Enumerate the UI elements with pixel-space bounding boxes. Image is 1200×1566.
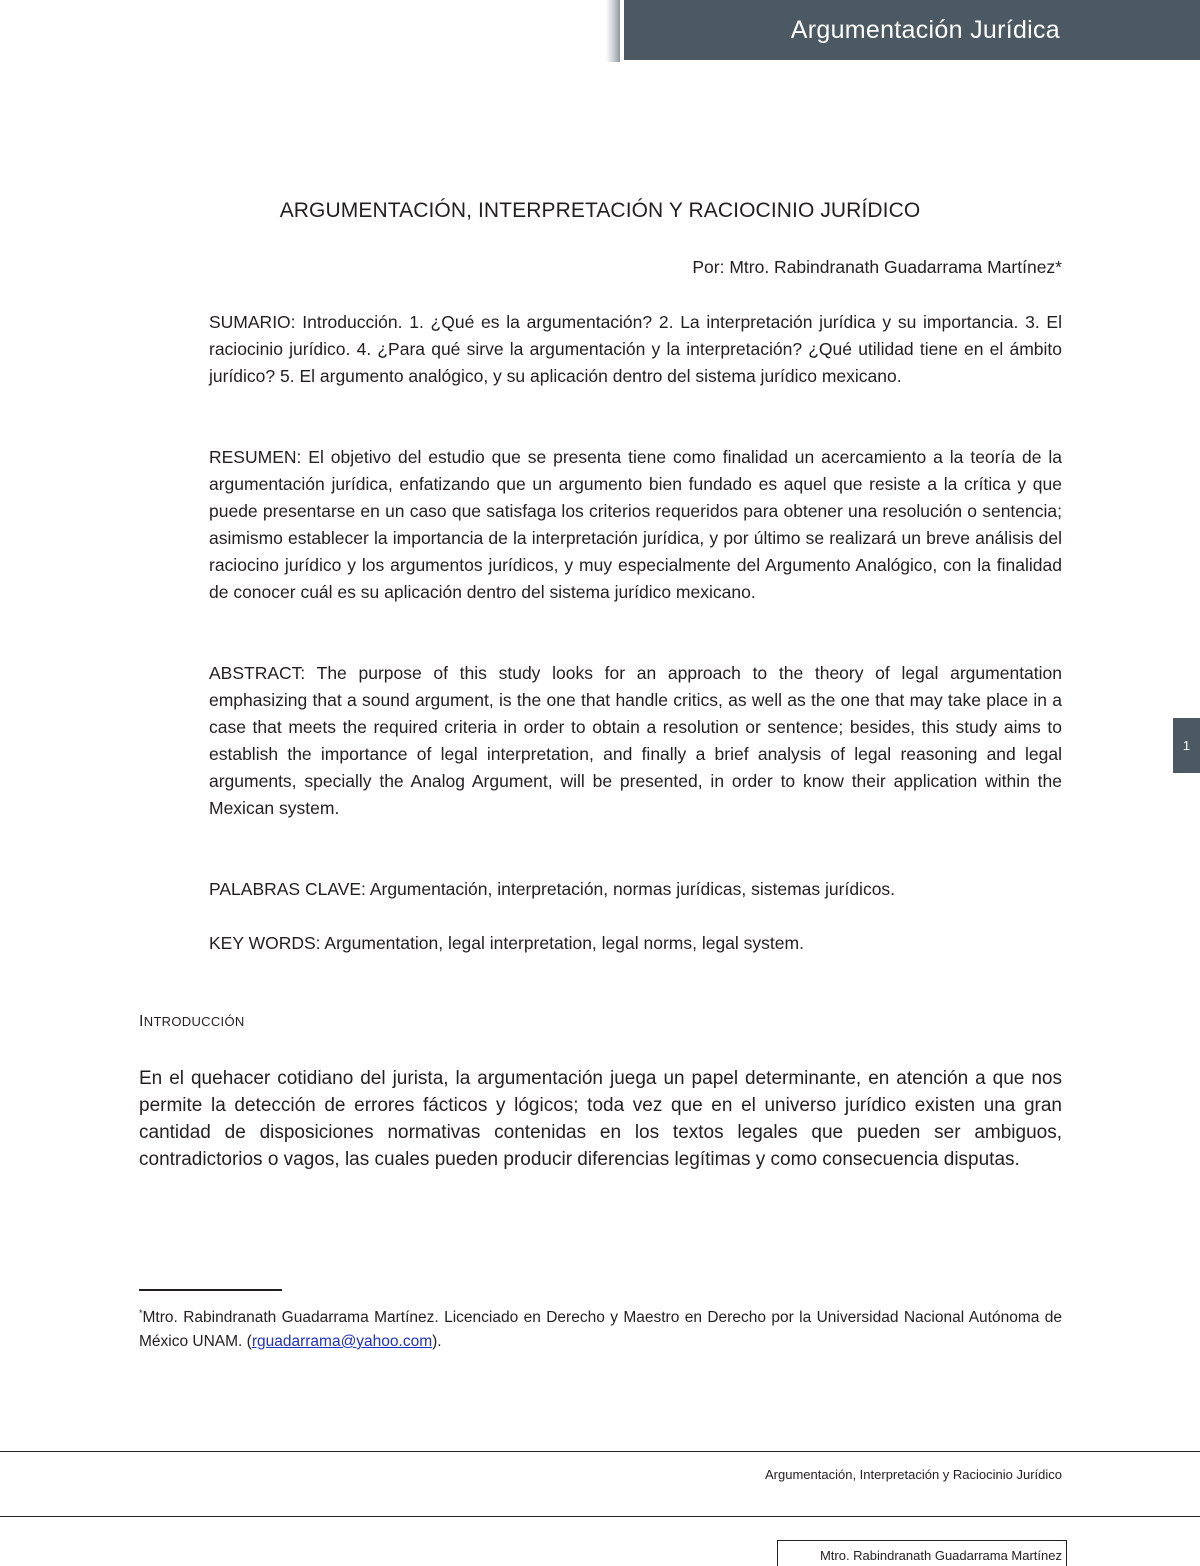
author-email-link[interactable]: rguadarrama@yahoo.com (251, 1333, 433, 1350)
footnote-divider (139, 1289, 282, 1291)
sumario-paragraph: SUMARIO: Introducción. 1. ¿Qué es la argumentación? 2. La interpretación jurídica y su importancia. 3. El raciocinio jurídico. 4. ¿Para qué sirve la argumentación y la interpretación? ¿Qué utilidad tiene en el ámbito jurídico? 5. El argumento analógico, y su aplicación dentro del sistema jurídico mexicano. (209, 312, 1062, 386)
footnote-suffix: ). (432, 1333, 442, 1350)
header-shadow (606, 0, 620, 62)
document-title: ARGUMENTACIÓN, INTERPRETACIÓN Y RACIOCINIO JURÍDICO (279, 199, 921, 222)
footer-running-title: Argumentación, Interpretación y Raciocinio Jurídico (765, 1467, 1062, 1482)
page-number-tab (1173, 718, 1200, 773)
page-number: 1 (1182, 738, 1191, 753)
palabras-clave-paragraph: PALABRAS CLAVE: Argumentación, interpretación, normas jurídicas, sistemas jurídicos. (209, 879, 896, 899)
header-title: Argumentación Jurídica (790, 16, 1060, 44)
section-heading-rest: NTRODUCCIÓN (143, 1014, 245, 1029)
resumen-paragraph: RESUMEN: El objetivo del estudio que se presenta tiene como finalidad un acercamiento a la teoría de la argumentación jurídica, enfatizando que un argumento bien fundado es aquel que resiste a la crítica y que puede presentarse en un caso que satisfaga los criterios requeridos para obtener una resolución o sentencia; asimismo establecer la importancia de la interpretación jurídica, y por último se realizará un breve análisis del raciocino jurídico y los argumentos jurídicos, y muy especialmente del Argumento Analógico, con la finalidad de conocer cuál es su aplicación dentro del sistema jurídico mexicano. (209, 447, 1062, 602)
abstract-paragraph: ABSTRACT: The purpose of this study looks for an approach to the theory of legal argumentation emphasizing that a sound argument, is the one that handle critics, as well as the one that may take place in a case that meets the required criteria in order to obtain a resolution or sentence; besides, this study aims to establish the importance of legal interpretation, and finally a brief analysis of legal reasoning and legal arguments, specially the Analog Argument, will be presented, in order to know their application within the Mexican system. (209, 663, 1062, 818)
footnote (139, 1301, 1062, 1354)
key-words-paragraph: KEY WORDS: Argumentation, legal interpretation, legal norms, legal system. (209, 933, 804, 953)
section-heading-initial: I (139, 1013, 144, 1030)
footnote-marker: * (139, 1308, 143, 1318)
footnote-text: Mtro. Rabindranath Guadarrama Martínez. Licenciado en Derecho y Maestro en Derecho por la Universidad Nacional Autónoma de México UNAM. ( (139, 1309, 1062, 1350)
footer-author: Mtro. Rabindranath Guadarrama Martínez (819, 1548, 1062, 1563)
section-heading-introduccion (139, 1013, 245, 1031)
author-byline: Por: Mtro. Rabindranath Guadarrama Martínez* (692, 257, 1062, 277)
intro-paragraph: En el quehacer cotidiano del jurista, la argumentación juega un papel determinante, en atención a que nos permite la detección de errores fácticos y lógicos; toda vez que en el universo jurídico existen una gran cantidad de disposiciones normativas contenidas en los textos legales que pueden ser ambiguos, contradictorios o vagos, las cuales pueden producir diferencias legítimas y como consecuencia disputas. (139, 1068, 1062, 1170)
footer-box (0, 1451, 1200, 1517)
